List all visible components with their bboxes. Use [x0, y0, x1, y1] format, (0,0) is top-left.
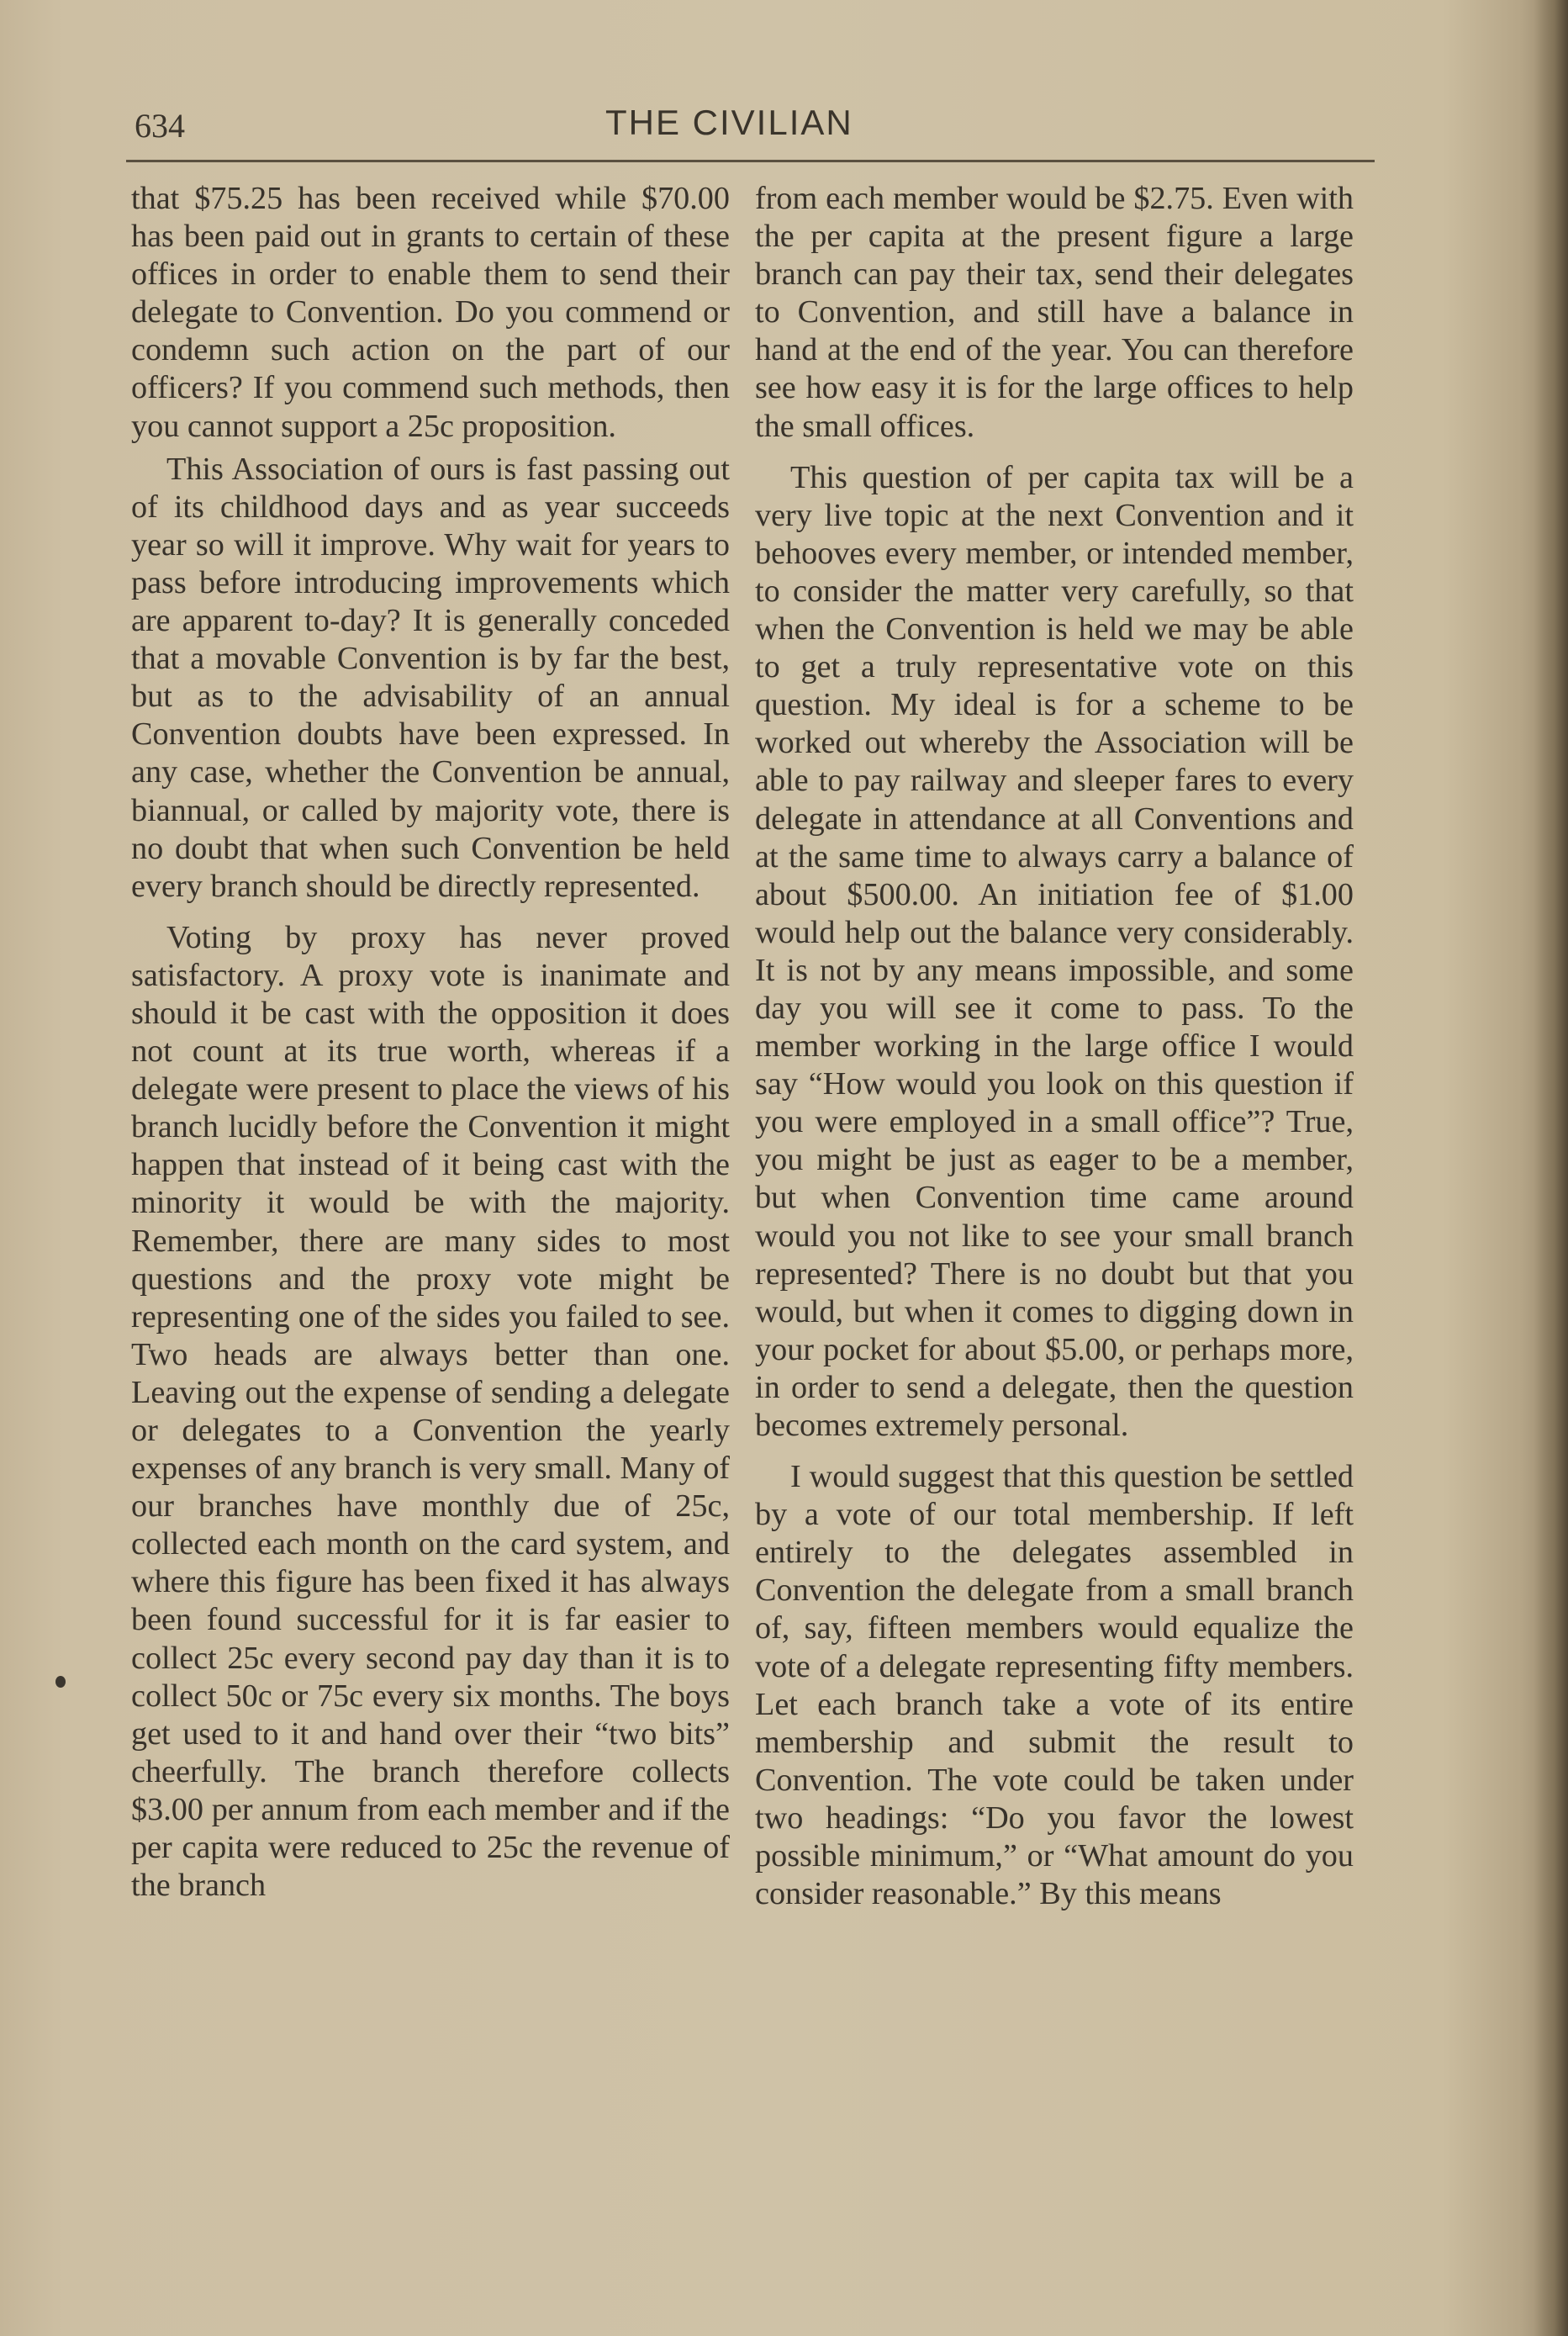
page-header: [135, 99, 1370, 158]
right-column: [755, 180, 1354, 1913]
page-number: 634: [135, 107, 185, 145]
right-paragraph-3: I would suggest that this question be settled by a vote of our total membership. If left entirely to the delegates assembled in Convention the delegate from a small branch of, say, fifteen members would equalize the vote of a delegate representing fifty members. Let each branch take a vote of its entire membership and submit the result to Convention. The vote could be taken under two headings: “Do you favor the lowest possible minimum,” or “What amount do you consider reasonable.” By this means: [755, 1459, 1354, 1912]
left-paragraph-2: This Association of ours is fast passing out of its childhood days and as year succeeds year so will it improve. Why wait for years to pass before introducing improvements which are apparent to-day? It is generally conceded that a movable Convention is by far the best, but as to the advisability of an annual Convention doubts have been expressed. In any case, whether the Convention be annual, biannual, or called by majority vote, there is no doubt that when such Convention be held every branch should be directly represented.: [131, 451, 730, 904]
page-edge-shadow: [1534, 0, 1568, 2336]
header-rule: [126, 160, 1375, 162]
left-paragraph-1: that $75.25 has been received while $70.00 has been paid out in grants to certain of these offices in order to enable them to send their delegate to Convention. Do you commend or condemn such action on the part of our officers? If you commend such methods, then you cannot support a 25c proposition.: [131, 181, 730, 444]
left-column: [131, 180, 730, 1905]
left-paragraph-3: Voting by proxy has never proved satisfactory. A proxy vote is inanimate and should it be cast with the opposition it does not count at its true worth, whereas if a delegate were present to place the views of his branch lucidly before the Convention it might happen that instead of it being cast with the minority it would be with the majority. Remember, there are many sides to most questions and the proxy vote might be representing one of the sides you failed to see. Two heads are always better than one. Leaving out the expense of sending a delegate or delegates to a Convention the yearly expenses of any branch is very small. Many of our branches have monthly due of 25c, collected each month on the card system, and where this figure has been fixed it has always been found successful for it is far easier to collect 25c every second pay day than it is to collect 50c or 75c every six months. The boys get used to it and hand over their “two bits” cheerfully. The branch therefore collects $3.00 per annum from each member and if the per capita were reduced to 25c the revenue of the branch: [131, 919, 730, 1904]
ink-spot: [55, 1676, 66, 1688]
right-paragraph-1: from each member would be $2.75. Even with the per capita at the present figure a large branch can pay their tax, send their delegates to Convention, and still have a balance in hand at the end of the year. You can therefore see how easy it is for the large offices to help the small offices.: [755, 181, 1354, 444]
journal-title: THE CIVILIAN: [605, 103, 853, 142]
right-paragraph-2: This question of per capita tax will be a very live topic at the next Convention and it behooves every member, or intended member, to consider the matter very carefully, so that when the Convention is held we may be able to get a truly representative vote on this question. My ideal is for a scheme to be worked out whereby the Association will be able to pay railway and sleeper fares to every delegate in attendance at all Conventions and at the same time to always carry a balance of about $500.00. An initiation fee of $1.00 would help out the balance very considerably. It is not by any means impossible, and some day you will see it come to pass. To the member working in the large office I would say “How would you look on this question if you were employed in a small office”? True, you might be just as eager to be a member, but when Convention time came around would you not like to see your small branch represented? There is no doubt but that you would, but when it comes to digging down in your pocket for about $5.00, or perhaps more, in order to send a delegate, then the question becomes extremely personal.: [755, 459, 1354, 1443]
